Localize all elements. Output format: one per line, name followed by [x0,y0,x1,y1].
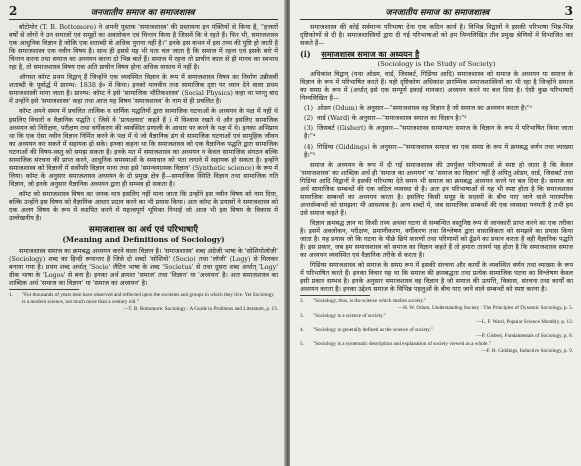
footnote-item [300,327,573,340]
subsection-heading [300,49,573,59]
left-page [0,0,286,466]
footnote-text: "Sociology is a systematic description and explanation of society viewed as a whole." [313,340,491,347]
right-page-number: 3 [564,4,573,18]
left-running-title: जनजातीय समाज का समाजशास्त्र [90,8,195,18]
section-heading-english: (Meaning and Definitions of Sociology) [62,235,225,245]
left-paragraph-2: ऑगस्त कॉम्ट प्रथम विद्वान् हैं जिन्होंने एक व्यवस्थित विज्ञान के रूप में समाजशास्त्र विषय का निर्माण उन्नीसवीं शताब्दी के पूर्वार्द्ध में प्रारम्भ: 1838 ई० में किया। इनको मानवीय तथा सामाजिक दृष्टा पर ध्यान देने वाला प्रथम समाजशास्त्री माना जाता है। प्रारम्भ: कॉम्ट ने इसे 'सामाजिक भौतिकशास्त्र' (Social Physics) कहा था परन्तु बाद में उन्होंने इसे 'समाजशास्त्र' कहा तथा आज यह विषय 'समाजशास्त्र' के नाम से ही प्रचलित है। [9,73,278,106]
left-paragraph-1: बॉटोमोर (T. B. Bottomore) ने अपनी पुस्तक 'समाजशास्त्र' की प्रस्तावना इन पंक्तियों से किया है, "हजारों वर्षों से लोगों ने उन समाजों एवं समूहों का अवलोकन एवं चिन्तन किया है जिसमें कि वे रहते हैं। फिर भी, समाजशास्त्र एक आधुनिक विज्ञान है जोकि एक शताब्दी से अधिक पुराना नहीं है।" इनके इस कथन में इस तथ्य की पुष्टि हो जाती है कि समाजशास्त्र एक नवीन विषय है। साथ ही इससे यह भी पता चल जाता है कि समाज में रहना एवं इसके बारे में चिन्तन करना तथा समाज का अध्ययन करना दो भिन्न बातें हैं। समाज में रहना तो प्राचीन काल से ही मानव का स्वभाव रहा है, तो समाजशास्त्र विषय एक अति प्राचीन विषय होना अधिक वास्तव में नहीं है। [9,23,278,72]
right-paragraph-3: समाज के अध्ययन के रूप में दी गई समाजशास्त्र की उपर्युक्त परिभाषाओं से स्पष्ट हो जाता है कि केवल 'समाजशास्त्र' का शाब्दिक अर्थ ही 'समाज का अध्ययन' या 'समाज का विज्ञान' नहीं है अपितु ओडम, वार्ड, जिसबर्ट तथा गिडिंग्स आदि विद्वानों ने इसकी परिभाषा देते समय भी समाज का क्रमबद्ध अध्ययन करने पर बल दिया है। समाज का अर्थ सामाजिक सम्बन्धों की एक जटिल व्यवस्था से है। अतः इन परिभाषाओं से यह भी स्पष्ट होता है कि समाजशास्त्र सामाजिक सम्बन्धों का अध्ययन करता है। इसलिए किसी समूह के सदस्यों के बीच पाए जाने वाले पारस्परिक अन्तर्सम्बन्धों को समझना भी आवश्यक है। अन्य शब्दों में, जब सामाजिक सम्बन्धों की एक व्यवस्था पनपती है तभी हम उसे समाज कहते हैं। [300,160,573,217]
definition-number: (4) [304,142,314,151]
footnote-index: 5. [300,340,304,347]
definition-3 [304,124,573,140]
footnote-item [300,298,573,311]
left-paragraph-5: समाजशास्त्र समाज का क्रमबद्ध अध्ययन करने वाला विज्ञान है। 'समाजशास्त्र' शब्द अंग्रेजी भाषा के 'सोशियोलॉजी' (Sociology) शब्द का हिन्दी रूपान्तर है जिसे दो शब्दों 'सोशियो' (Socio) तथा 'लॉजी' (Logy) से मिलकर बनाया गया है। प्रथम शब्द अर्थात् 'Socio' लैटिन भाषा के शब्द 'Societus' से तथा दूसरा शब्द अर्थात् 'Logy' ग्रीक भाषा के 'Logos' से बना है। इनका अर्थ क्रमशः 'समाज' तथा 'विज्ञान' या 'अध्ययन' है। अतः समाजशास्त्र का शाब्दिक अर्थ 'समाज का विज्ञान' या 'समाज का अध्ययन' है। [9,247,278,288]
footnote-source: —P. Gisbert, Fundamentals of Sociology, p. 8. [476,333,573,340]
right-page [290,0,581,466]
footnote-source: —F. H. Giddings, Inductive Sociology, p. 9. [481,347,573,354]
footnote-item [300,313,573,326]
right-paragraph-4: विज्ञान क्रमबद्ध ज्ञान या किसी तथ्य अथवा घटना से सम्बन्धित वस्तुनिष्ठ रूप से जानकारी प्राप्त करने का एक तरीका है। इसमें अवलोकन, परीक्षण, प्रमाणीकरण, वर्गीकरण तथा विश्लेषण द्वारा वास्तविकता को समझने का प्रयास किया जाता है। यह प्रयास जो कि घटना के पीछे छिपे कारणों तथा परिणामों को ढूँढने का प्रयत्न करता है वही वैज्ञानिक पद्धति है। इस प्रकार, जब हम समाजशास्त्र को समाज का विज्ञान कहते हैं तो हमारा तात्पर्य यह होता है कि समाजशास्त्र समाज का अध्ययन व्यवस्थित एवं वैज्ञानिक तरीके से करता है। [300,218,573,260]
footnote-index: 4. [300,326,304,333]
definition-number: (2) [304,114,314,123]
footnote-index: 3. [300,312,304,319]
footnote-text: "Sociology is a science of society." [313,312,386,319]
footnote-source: —T. B. Bottomore: Sociology : A Guide to Problems and Literature, p. 13. [123,305,278,312]
right-page-header [300,4,573,20]
right-paragraph-1: समाजशास्त्र की कोई सर्वमान्य परिभाषा देना एक कठिन कार्य है। विभिन्न विद्वानों ने इसकी परिभाषा भिन्न-भिन्न दृष्टिकोणों से दी है। समाजशास्त्रियों द्वारा दी गई परिभाषाओं को हम निम्नलिखित तीन प्रमुख श्रेणियों में विभाजित कर सकते हैं— [300,23,573,48]
footnote-index: 1. [9,292,13,299]
definition-text: ओडम (Odum) के अनुसार—"समाजशास्त्र वह विज्ञान है जो समाज का अध्ययन करता है।"² [317,104,533,113]
definition-number: (1) [304,104,314,113]
right-paragraph-5: गिडिंग्स समाजशास्त्र को समाज के समग्र रूप में इसकी संरचना और कार्यों के व्यवस्थित वर्णन तथा व्याख्या के रूप में परिभाषित करते हैं। इनका विचार यह था कि समाज की क्रमबद्धता तथा प्रत्येक सामाजिक घटना का विश्लेषण केवल इसी प्रकार सम्भव है। इनके अनुसार समाजशास्त्र वह विज्ञान है जो समाज की उत्पत्ति, विकास, संरचना तथा कार्यों का अध्ययन करता है। इनका उद्देश्य समाज के विभिन्न पहलुओं के बीच पाए जाने वाले सम्बन्धों को स्पष्ट करना है। [300,261,573,294]
definition-text: गिडिंग्स (Giddings) के अनुसार—"समाजशास्त्र समाज का एक समग्र के रूप में क्रमबद्ध वर्णन तथा व्याख्या है।"⁵ [304,142,573,159]
definition-number: (3) [304,124,314,133]
footnote-text: "Sociology, thus, is the science which studies society." [313,298,427,305]
footnote-source: —L. F. Ward, Popular Science Monthly, p. 13. [476,319,573,326]
left-page-number: 2 [9,4,18,18]
subsection-title: समाजशास्त्र समाज का अध्ययन है [321,49,420,60]
footnote-divider [9,289,79,290]
definition-text: वार्ड (Ward) के अनुसार—"समाजशास्त्र समाज का विज्ञान है।"³ [317,114,467,123]
footnote-source: —H. W. Odum, Understanding Society : The Principles of Dynamic Sociology, p. 5. [397,304,573,311]
right-running-title: जनजातीय समाज का समाजशास्त्र [385,8,490,18]
definition-1 [304,104,573,112]
definition-4 [304,143,573,159]
subsection-subtitle: (Sociology is the Study of Society) [377,60,496,69]
section-heading-hindi: समाजशास्त्र का अर्थ एवं परिभाषाएँ [89,225,198,236]
left-paragraph-4: कॉम्ट को समाजशास्त्र विषय का जनक मात्र इसलिए नहीं माना जाता कि उन्होंने इस नवीन विषय को नाम दिया, बल्कि उन्होंने इस विषय को वैज्ञानिक आधार प्रदान करने का भी प्रयास किया। अतः कॉम्ट के प्रयासों ने समाजशास्त्र को एक अलग विषय के रूप में स्थापित करने में महत्त्वपूर्ण भूमिका निभाई जो आज भी इस विषय के विकास में उल्लेखनीय है। [9,189,278,223]
definition-2 [304,114,573,122]
footnote-text: "For thousands of years men have observed and reflected upon the societies and groups in which they live. Yet Sociology is a modern science, not much more than a century old." [22,292,274,305]
footnote-1 [9,292,278,312]
definition-text: जिसबर्ट (Gisbert) के अनुसार—"समाजशास्त्र सामान्यतः समाज के विज्ञान के रूप में परिभाषित किया जाता है।"⁴ [304,124,573,141]
right-paragraph-2: अधिकांश विद्वान् (यथा ओडम, वार्ड, जिसबर्ट, गिडिंग्स आदि) समाजशास्त्र को समाज के अध्ययन या समाज के विज्ञान के रूप में परिभाषित करते हैं। यही दृष्टिकोण अधिकांश प्रारम्भिक समाजशास्त्रियों का भी रहा है जिन्होंने समाज का समग्र के रूप में (अर्थात् इसे एक सम्पूर्ण इकाई मानकर) अध्ययन करने पर बल दिया है। ऐसी कुछ परिभाषाएँ निम्नलिखित हैं— [300,70,573,103]
left-paragraph-3: कॉम्ट अपने समय में प्रचलित तात्विक व धार्मिक पद्धतियों द्वारा सामाजिक घटनाओं के अध्ययन के पक्ष में नहीं थे इसलिए विचारों व वैज्ञानिक पद्धति ( जिसे वे 'प्रत्यक्षवाद' कहते हैं ) में विश्वास रखते थे और इसलिए सामाजिक अध्ययन को निरीक्षण, परीक्षण तथा वर्गीकरण की व्यवस्थित प्रणाली के आधार पर करने के पक्ष में थे। इनका अभिप्राय था कि एक ऐसा नवीन विज्ञान निर्मित करने के पक्ष में थे जो वैज्ञानिक ढंग से सामाजिक घटनाओं एवं सामूहिक जीवन का अध्ययन कर सकने में सहायक हो सके। इनका कहना था कि समाजशास्त्र को एक वैज्ञानिक पद्धति द्वारा सामाजिक घटनाओं की विषय-वस्तु को समझ सकता है। इनके मत में समाजशास्त्र का अध्ययन न केवल सामाजिक संगठन बल्कि सामाजिक संरचना की प्राप्त करने, आधुनिक समस्याओं के समाधान को पता लगाने में सहायक हो सकता है। इन्होंने समाजशास्त्र को विज्ञानों में सर्वोपरि विज्ञान माना तथा इसे 'समन्वयात्मक विज्ञान' (Synthetic science) के रूप में लिया। कॉम्ट के अनुसार समाजशास्त्र अध्ययन के दो प्रमुख क्षेत्र हैं—सामाजिक स्थिति विज्ञान तथा सामाजिक गति विज्ञान, जो इनके अनुसार वैज्ञानिक अध्ययन द्वारा ही सम्भव हो सकता है। [9,107,278,188]
footnote-item [300,341,573,354]
subsection-number: (i) [300,49,311,60]
left-page-header [9,4,278,20]
footnote-divider [300,295,370,296]
footnote-list [300,298,573,354]
footnote-index: 2. [300,298,304,305]
footnote-text: "Sociology is generally defined as the science of society." [313,326,433,333]
